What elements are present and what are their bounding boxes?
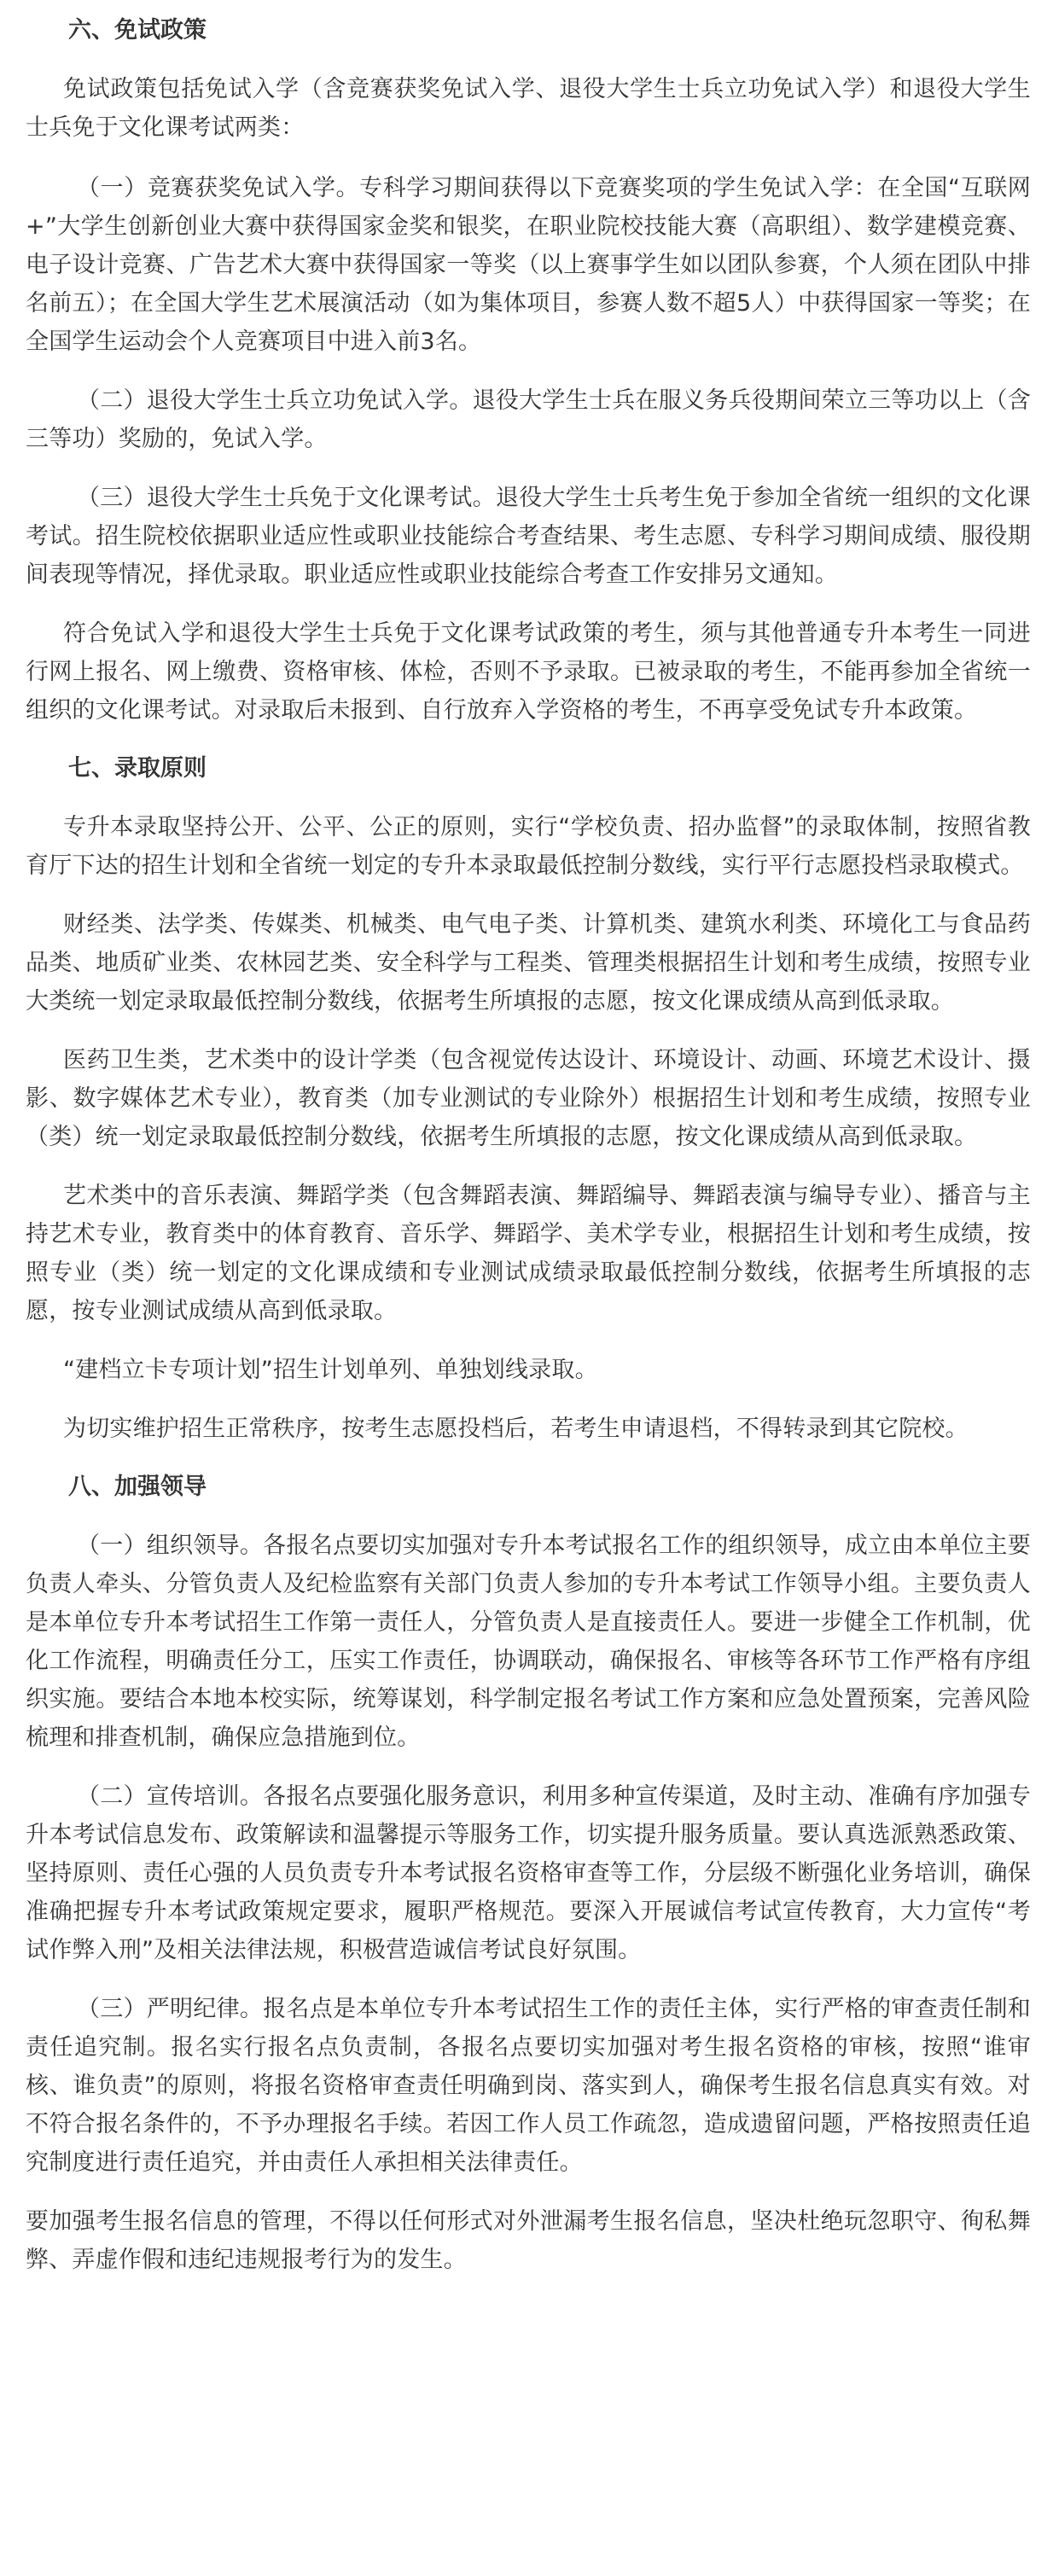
paragraph-admission-arts-performance: 艺术类中的音乐表演、舞蹈学类（包含舞蹈表演、舞蹈编导、舞蹈表演与编导专业）、播音与主持艺术专业，教育类中的体育教育、音乐学、舞蹈学、美术学专业，根据招生计划和考生成绩，按照专业（类）统一划定的文化课成绩和专业测试成绩录取最低控制分数线，依据考生所填报的志愿，按专业测试成绩从高到低录取。 (26, 1183, 1031, 1324)
paragraph-exemption-requirements: 符合免试入学和退役大学生士兵免于文化课考试政策的考生，须与其他普通专升本考生一同进行网上报名、网上缴费、资格审核、体检，否则不予录取。已被录取的考生，不能再参加全省统一组织的文化课考试。对录取后未报到、自行放弃入学资格的考生，不再享受免试专升本政策。 (26, 620, 1031, 724)
paragraph-veteran-merit-exemption: （二）退役大学生士兵立功免试入学。退役大学生士兵在服义务兵役期间荣立三等功以上（含三等功）奖励的，免试入学。 (26, 387, 1031, 452)
paragraph-admission-principle: 专升本录取坚持公开、公平、公正的原则，实行“学校负责、招办监督”的录取体制，按照省教育厅下达的招生计划和全省统一划定的专升本录取最低控制分数线，实行平行志愿投档录取模式。 (26, 814, 1031, 879)
paragraph-exemption-intro: 免试政策包括免试入学（含竞赛获奖免试入学、退役大学生士兵立功免试入学）和退役大学生士兵免于文化课考试两类： (26, 76, 1031, 141)
section-heading-admission: 七、录取原则 (68, 755, 207, 782)
paragraph-strict-discipline: （三）严明纪律。报名点是本单位专升本考试招生工作的责任主体，实行严格的审查责任制和责任追究制。报名实行报名点负责制，各报名点要切实加强对考生报名资格的审核，按照“谁审核、谁负责”的原则，将报名资格审查责任明确到岗、落实到人，确保考生报名信息真实有效。对不符合报名条件的，不予办理报名手续。若因工作人员工作疏忽，造成遗留问题，严格按照责任追究制度进行责任追究，并由责任人承担相关法律责任。 (26, 1996, 1031, 2176)
paragraph-information-management: 要加强考生报名信息的管理，不得以任何形式对外泄漏考生报名信息，坚决杜绝玩忽职守、徇私舞弊、弄虚作假和违纪违规报考行为的发生。 (26, 2208, 1031, 2273)
paragraph-admission-medical-design: 医药卫生类，艺术类中的设计学类（包含视觉传达设计、环境设计、动画、环境艺术设计、摄影、数字媒体艺术专业），教育类（加专业测试的专业除外）根据招生计划和考生成绩，按照专业（类）统一划定录取最低控制分数线，依据考生所填报的志愿，按文化课成绩从高到低录取。 (26, 1047, 1031, 1150)
section-heading-exemption: 六、免试政策 (68, 17, 207, 44)
paragraph-publicity-training: （二）宣传培训。各报名点要强化服务意识，利用多种宣传渠道，及时主动、准确有序加强专升本考试信息发布、政策解读和温馨提示等服务工作，切实提升服务质量。要认真选派熟悉政策、坚持原则、责任心强的人员负责专升本考试报名资格审查等工作，分层级不断强化业务培训，确保准确把握专升本考试政策规定要求，履职严格规范。要深入开展诚信考试宣传教育，大力宣传“考试作弊入刑”及相关法律法规，积极营造诚信考试良好氛围。 (26, 1783, 1031, 1963)
paragraph-admission-general-categories: 财经类、法学类、传媒类、机械类、电气电子类、计算机类、建筑水利类、环境化工与食品药品类、地质矿业类、农林园艺类、安全科学与工程类、管理类根据招生计划和考生成绩，按照专业大类统一划定录取最低控制分数线，依据考生所填报的志愿，按文化课成绩从高到低录取。 (26, 911, 1031, 1015)
paragraph-veteran-exam-exemption: （三）退役大学生士兵免于文化课考试。退役大学生士兵考生免于参加全省统一组织的文化课考试。招生院校依据职业适应性或职业技能综合考查结果、考生志愿、专科学习期间成绩、服役期间表现等情况，择优录取。职业适应性或职业技能综合考查工作安排另文通知。 (26, 485, 1031, 588)
section-heading-leadership: 八、加强领导 (68, 1474, 207, 1500)
paragraph-admission-special-plan: “建档立卡专项计划”招生计划单列、单独划线录取。 (63, 1357, 598, 1383)
paragraph-admission-withdrawal: 为切实维护招生正常秩序，按考生志愿投档后，若考生申请退档，不得转录到其它院校。 (63, 1416, 969, 1442)
paragraph-organization-leadership: （一）组织领导。各报名点要切实加强对专升本考试报名工作的组织领导，成立由本单位主要负责人牵头、分管负责人及纪检监察有关部门负责人参加的专升本考试工作领导小组。主要负责人是本单位专升本考试招生工作第一责任人，分管负责人是直接责任人。要进一步健全工作机制，优化工作流程，明确责任分工，压实工作责任，协调联动，确保报名、审核等各环节工作严格有序组织实施。要结合本地本校实际，统筹谋划，科学制定报名考试工作方案和应急处置预案，完善风险梳理和排查机制，确保应急措施到位。 (26, 1532, 1031, 1751)
paragraph-competition-exemption: （一）竞赛获奖免试入学。专科学习期间获得以下竞赛奖项的学生免试入学：在全国“互联网+”大学生创新创业大赛中获得国家金奖和银奖，在职业院校技能大赛（高职组）、数学建模竞赛、电子设计竞赛、广告艺术大赛中获得国家一等奖（以上赛事学生如以团队参赛，个人须在团队中排名前五）；在全国大学生艺术展演活动（如为集体项目，参赛人数不超5人）中获得国家一等奖；在全国学生运动会个人竞赛项目中进入前3名。 (26, 175, 1031, 355)
